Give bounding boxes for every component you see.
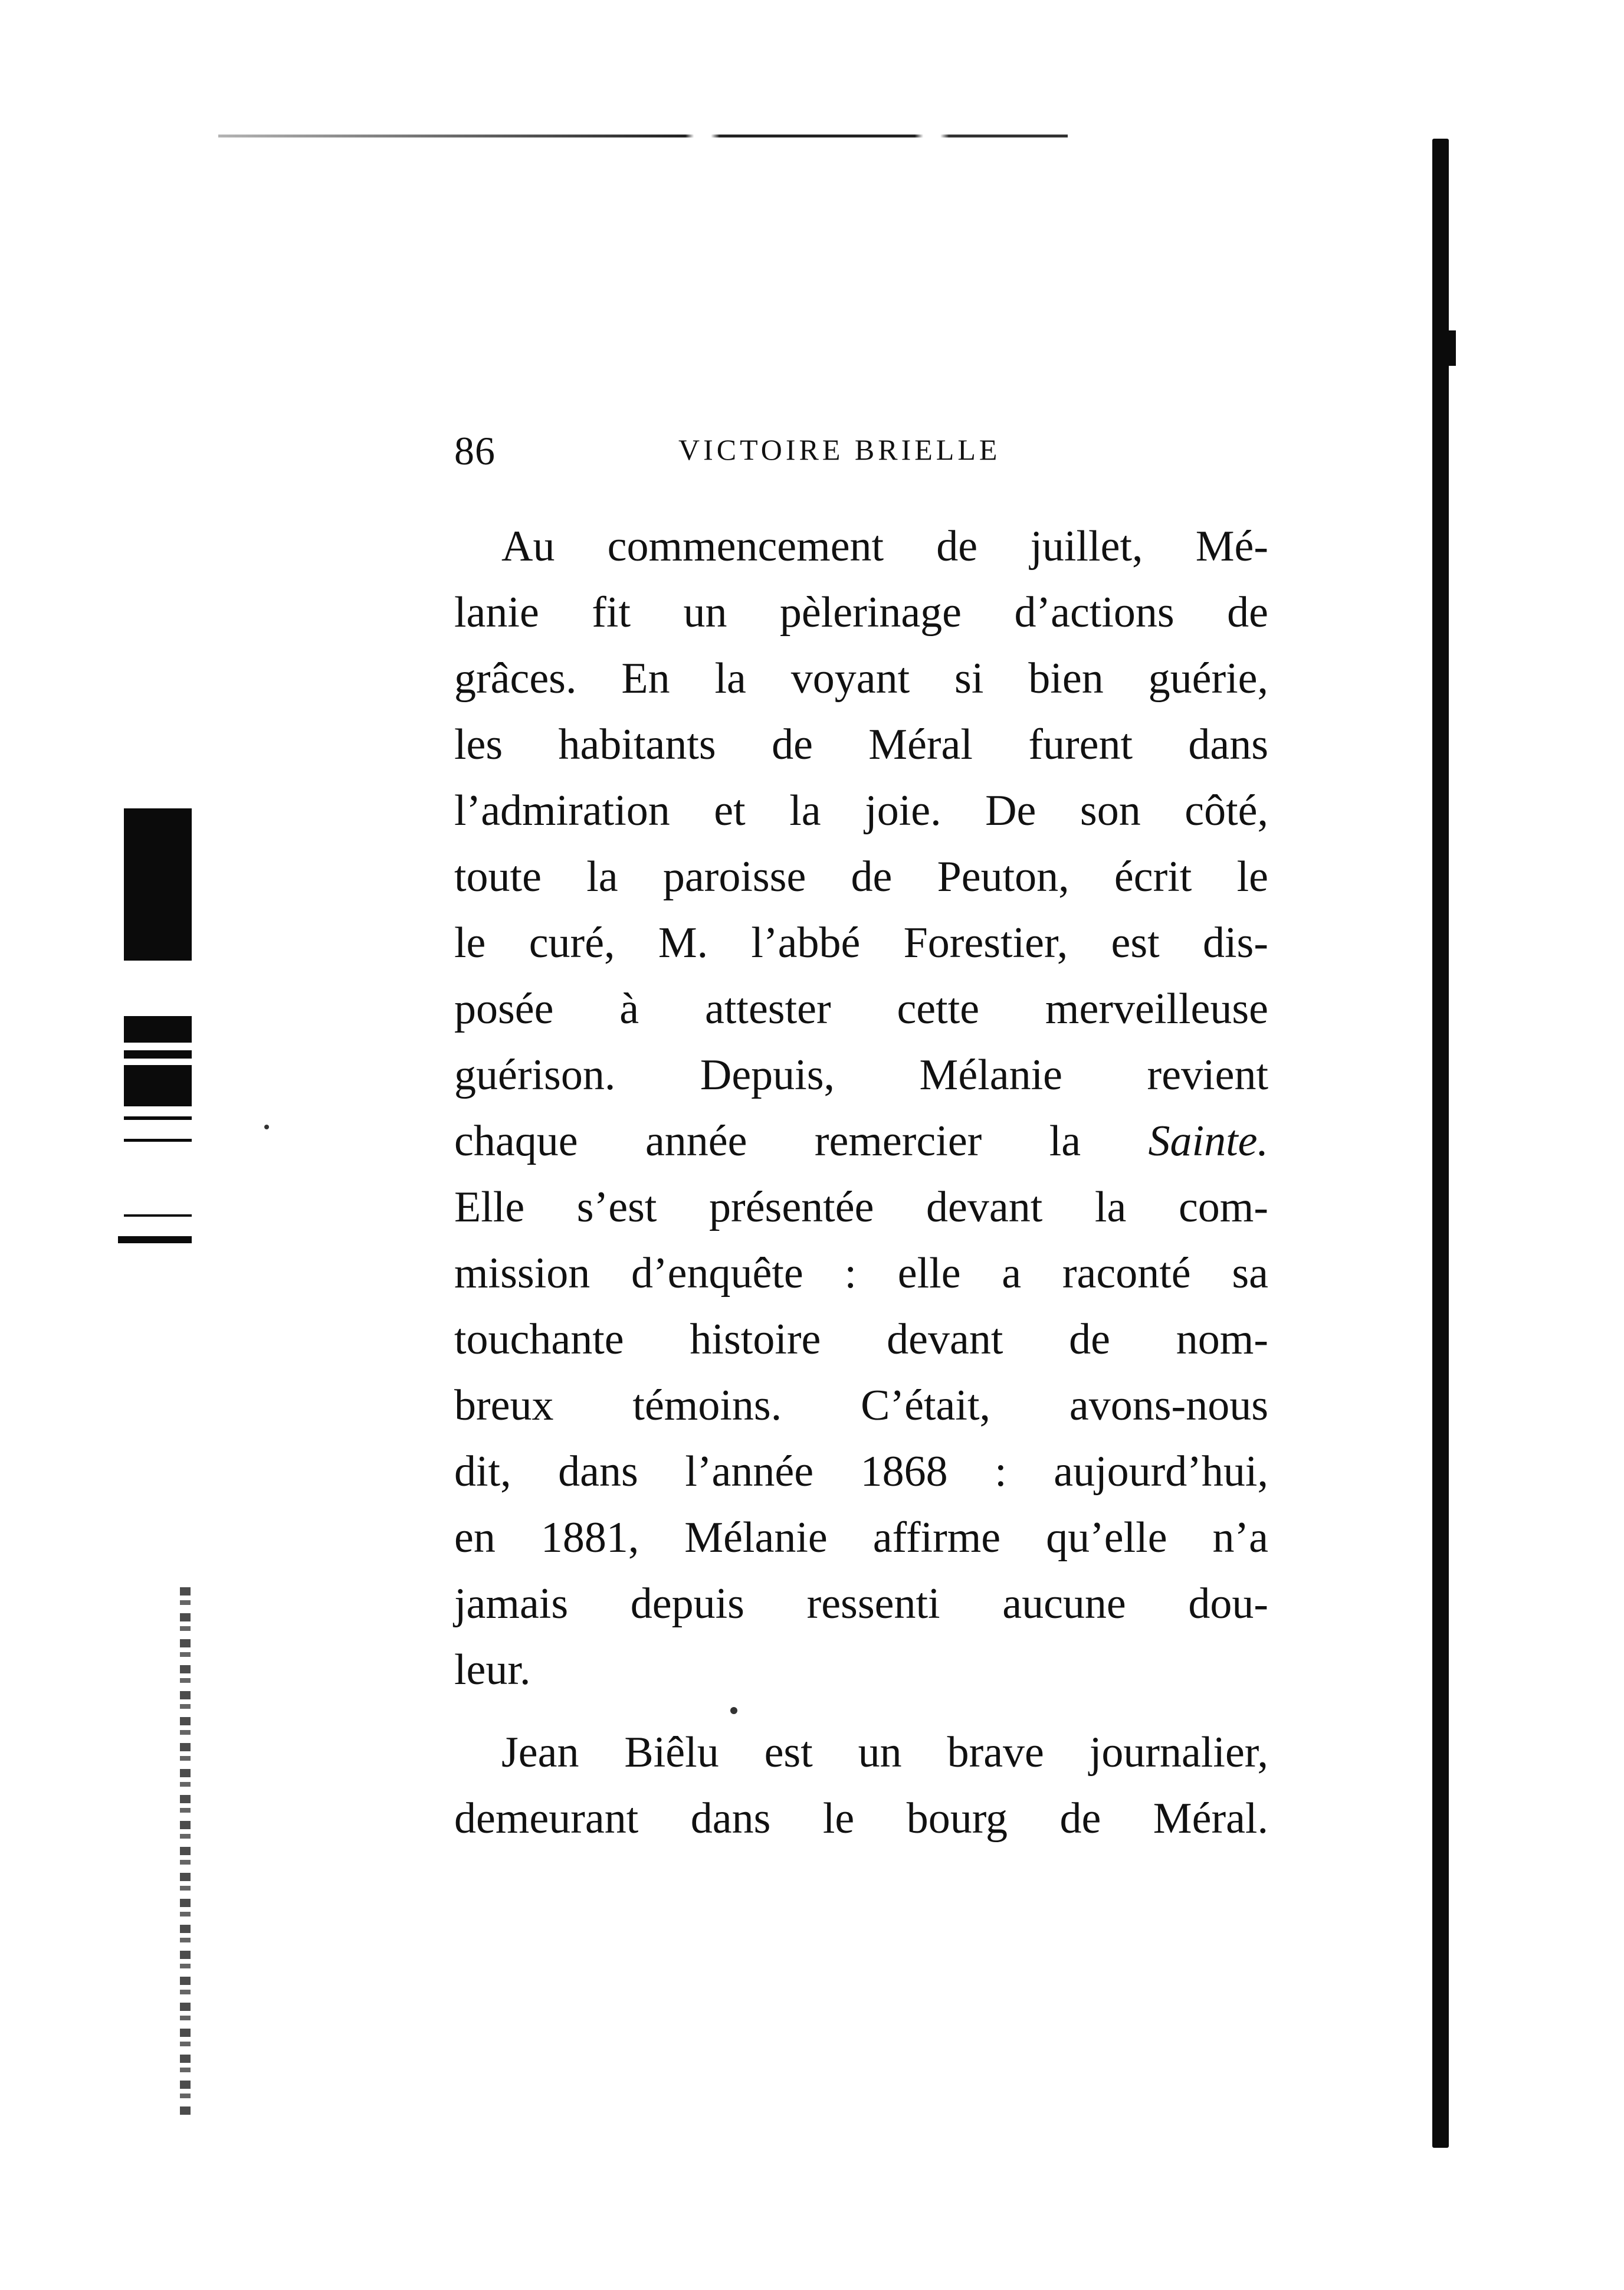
text-line: Jean Biêlu est un brave journalier, <box>501 1728 1268 1777</box>
text-line: chaque année remercier la Sainte. <box>454 1117 1268 1165</box>
text-line: touchante histoire devant de nom- <box>454 1315 1268 1364</box>
text-line: jamais depuis ressenti aucune dou- <box>454 1580 1268 1628</box>
scan-artifact-top-rule <box>218 135 1068 137</box>
text-line: demeurant dans le bourg de Méral. <box>454 1794 1268 1843</box>
emphasis-word: Sainte. <box>1148 1117 1268 1165</box>
page-header <box>454 428 1268 481</box>
text-line: lanie fit un pèlerinage d’actions de <box>454 588 1268 637</box>
text-line: dit, dans l’année 1868 : aujourd’hui, <box>454 1447 1268 1496</box>
text-line: posée à attester cette merveilleuse <box>454 985 1268 1033</box>
text-line: breux témoins. C’était, avons-nous <box>454 1381 1268 1430</box>
text-line: en 1881, Mélanie affirme qu’elle n’a <box>454 1513 1268 1562</box>
text-line: le curé, M. l’abbé Forestier, est dis- <box>454 919 1268 967</box>
scan-artifact-left-marks <box>118 808 212 1280</box>
text-line: guérison. Depuis, Mélanie revient <box>454 1051 1268 1099</box>
text-line: l’admiration et la joie. De son côté, <box>454 787 1268 835</box>
text-line: Elle s’est présentée devant la com- <box>454 1183 1268 1231</box>
scan-speck <box>264 1125 269 1129</box>
page-number: 86 <box>454 428 496 473</box>
text-line: Au commencement de juillet, Mé- <box>501 522 1268 571</box>
running-head: VICTOIRE BRIELLE <box>678 433 1001 466</box>
scan-artifact-right-notch <box>1443 330 1456 366</box>
paragraph-gap <box>454 1703 1268 1719</box>
text-line: mission d’enquête : elle a raconté sa <box>454 1249 1268 1298</box>
scan-artifact-right-edge <box>1432 139 1449 2148</box>
scan-artifact-left-dots <box>180 1587 191 2118</box>
text-line: leur. <box>454 1646 531 1694</box>
text-line: toute la paroisse de Peuton, écrit le <box>454 853 1268 901</box>
text-line: grâces. En la voyant si bien guérie, <box>454 654 1268 703</box>
text-line: les habitants de Méral furent dans <box>454 720 1268 769</box>
body-text <box>454 513 1268 1852</box>
